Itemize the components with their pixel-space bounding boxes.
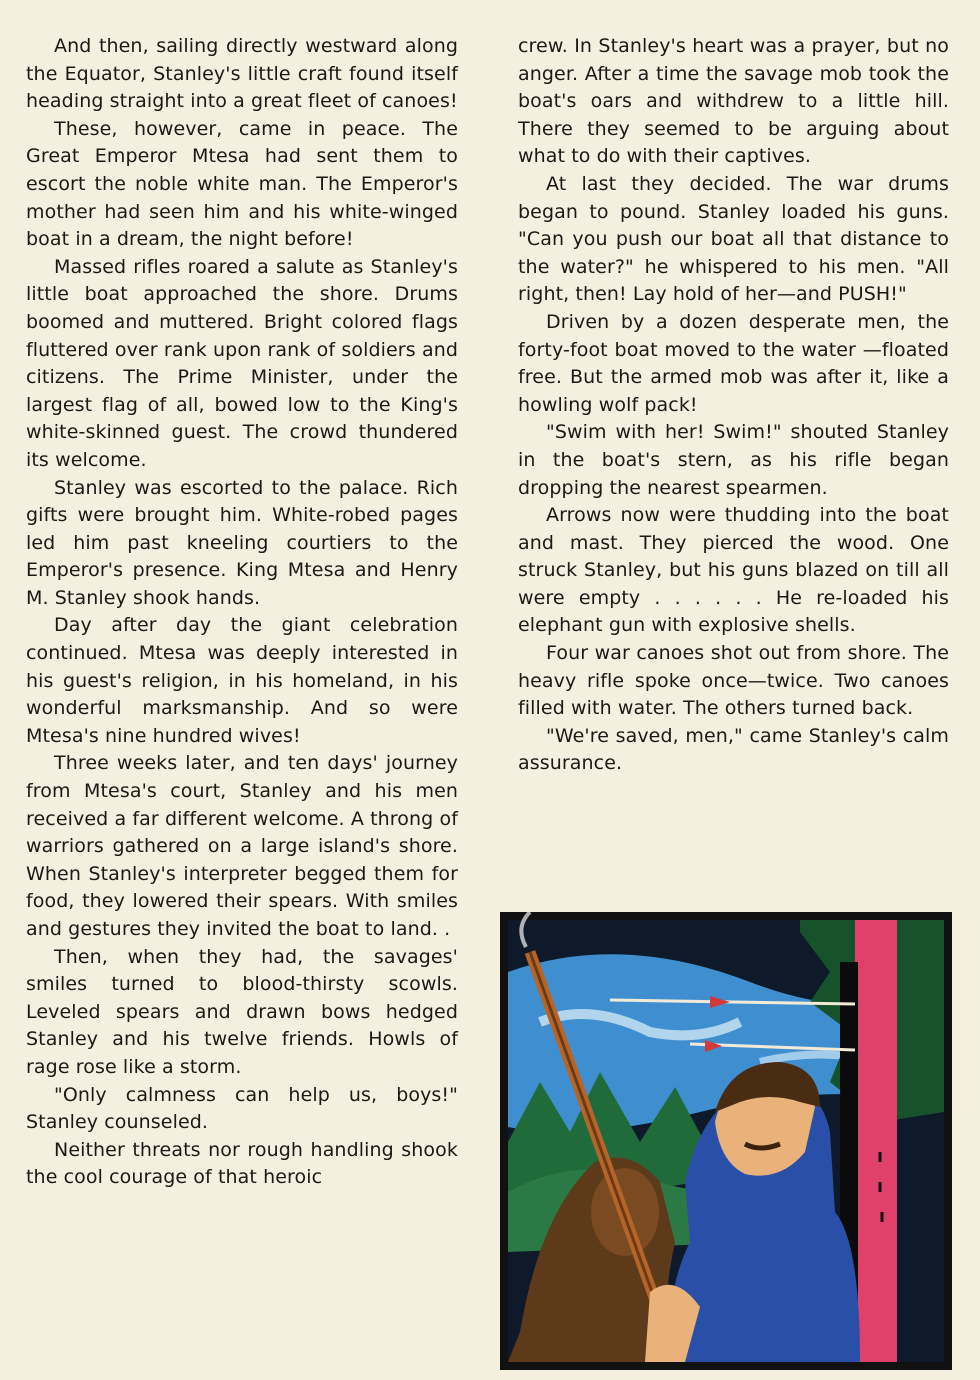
illustration-panel [500,912,952,1370]
paragraph: Neither threats nor rough handling shook the cool courage of that heroic [26,1138,458,1189]
paragraph: Day after day the giant celebration continued. Mtesa was deeply interested in his guest's religion, in his homeland, in his wonderful marksmanship. And so were Mtesa's nine hundred wives! [26,614,458,747]
paragraph: "Swim with her! Swim!" shouted Stanley in the boat's stern, as his rifle began dropping the nearest spearmen. [518,421,949,499]
paragraph: And then, sailing directly westward along the Equator, Stanley's little craft found itself heading straight into a great fleet of canoes! [26,35,458,113]
paragraph: Arrows now were thudding into the boat and mast. They pierced the wood. One struck Stanley, but his guns blazed on till all were empty . . . . . . He re-loaded his elephant gun with explosive shells. [518,504,949,637]
paragraph: At last they decided. The war drums began to pound. Stanley loaded his guns. "Can you push our boat all that distance to the water?" he whispered to his men. "All right, then! Lay hold of her—and PUSH!" [518,172,949,306]
paragraph: Then, when they had, the savages' smiles turned to blood-thirsty scowls. Leveled spears and drawn bows hedged Stanley and his twelve friends. Howls of rage rose like a storm. [26,945,458,1078]
paragraph: "Only calmness can help us, boys!" Stanley counseled. [26,1083,458,1134]
paragraph-continuation: crew. In Stanley's heart was a prayer, but no anger. After a time the savage mob took the boat's oars and withdrew to a little hill. There they seemed to be arguing about what to do with their captives. [518,35,949,168]
paragraph: "We're saved, men," came Stanley's calm assurance. [518,724,949,775]
paragraph: Stanley was escorted to the palace. Rich gifts were brought him. White-robed pages led him past kneeling courtiers to the Emperor's presence. King Mtesa and Henry M. Stanley shook hands. [26,476,458,609]
paragraph: Four war canoes shot out from shore. The heavy rifle spoke once—twice. Two canoes filled with water. The others turned back. [518,642,949,720]
paragraph: Three weeks later, and ten days' journey from Mtesa's court, Stanley and his men received a far different welcome. A throng of warriors gathered on a large island's shore. When Stanley's interpreter begged them for food, they lowered their spears. With smiles and gestures they invited the boat to land. . [26,752,458,940]
left-column [26,33,458,1192]
paragraph: These, however, came in peace. The Great Emperor Mtesa had sent them to escort the noble white man. The Emperor's mother had seen him and his white-winged boat in a dream, the night before! [26,117,458,251]
right-column [518,33,949,778]
paragraph: Massed rifles roared a salute as Stanley's little boat approached the shore. Drums boomed and muttered. Bright colored flags fluttered over rank upon rank of soldiers and citizens. The Prime Minister, under the largest flag of all, bowed low to the King's white-skinned guest. The crowd thundered its welcome. [26,255,458,471]
boat-mast [855,920,897,1362]
comic-panel-illustration [500,912,952,1370]
paragraph: Driven by a dozen desperate men, the forty-foot boat moved to the water —floated free. But the armed mob was after it, like a howling wolf pack! [518,310,949,416]
